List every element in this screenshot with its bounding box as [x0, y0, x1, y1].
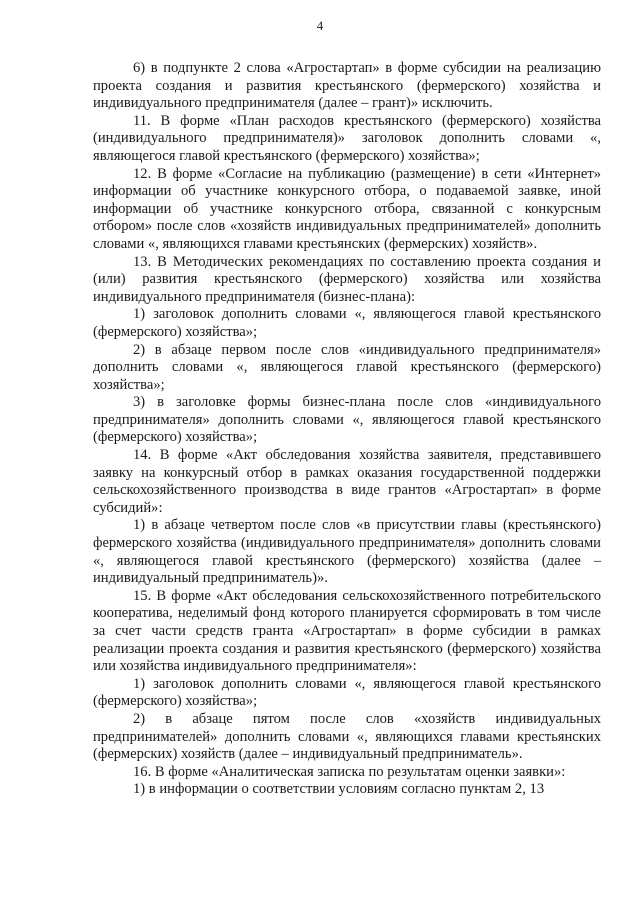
paragraph: 3) в заголовке формы бизнес-плана после слов «индивидуального предпринимателя» дополнить словами «, являющегося главой крестьянского (фермерского) хозяйства»;: [93, 394, 601, 446]
paragraph: 15. В форме «Акт обследования сельскохозяйственного потребительского кооператива, неделимый фонд которого планируется сформировать в том числе за счет части средств гранта «Агростартап» в форме субсидии в рамках реализации проекта создания и развития крестьянского (фермерского) хозяйства или хозяйства индивидуального предпринимателя»:: [93, 587, 601, 675]
paragraph: 11. В форме «План расходов крестьянского (фермерского) хозяйства (индивидуального предпринимателя)» заголовок дополнить словами «, являющегося главой крестьянского (фермерского) хозяйства»;: [93, 112, 601, 164]
paragraph: 6) в подпункте 2 слова «Агростартап» в форме субсидии на реализацию проекта создания и развития крестьянского (фермерского) хозяйства и индивидуального предпринимателя (далее – грант)» исключить.: [93, 60, 601, 112]
paragraph: 1) заголовок дополнить словами «, являющегося главой крестьянского (фермерского) хозяйства»;: [93, 306, 601, 340]
paragraph: 2) в абзаце пятом после слов «хозяйств индивидуальных предпринимателей» дополнить словами «, являющихся главами крестьянских (фермерских) хозяйств (далее – индивидуальный предприниматель».: [93, 710, 601, 763]
paragraph: 1) заголовок дополнить словами «, являющегося главой крестьянского (фермерского) хозяйства»;: [93, 675, 601, 710]
document-body: [93, 60, 601, 799]
paragraph: 2) в абзаце первом после слов «индивидуального предпринимателя» дополнить словами «, являющегося главой крестьянского (фермерского) хозяйства»;: [93, 341, 601, 393]
page-number: 4: [316, 18, 324, 33]
paragraph: 1) в информации о соответствии условиям согласно пунктам 2, 13: [133, 781, 545, 798]
paragraph: 1) в абзаце четвертом после слов «в присутствии главы (крестьянского) фермерского хозяйства (индивидуального предпринимателя» дополнить словами «, являющегося главой крестьянского (фермерского) хозяйства (далее – индивидуальный предприниматель)».: [93, 517, 601, 587]
paragraph: 13. В Методических рекомендациях по составлению проекта создания и (или) развития крестьянского (фермерского) хозяйства или хозяйства индивидуального предпринимателя (бизнес-плана):: [93, 253, 601, 305]
paragraph: 12. В форме «Согласие на публикацию (размещение) в сети «Интернет» информации об участнике конкурсного отбора, о подаваемой заявке, иной информации об участнике конкурсного отбора, связанной с конкурсным отбором» после слов «хозяйств индивидуальных предпринимателей» дополнить словами «, являющихся главами крестьянских (фермерских) хозяйств».: [93, 165, 601, 252]
paragraph: 16. В форме «Аналитическая записка по результатам оценки заявки»:: [133, 763, 566, 780]
paragraph: 14. В форме «Акт обследования хозяйства заявителя, представившего заявку на конкурсный отбор в рамках оказания государственной поддержки сельскохозяйственного производства в виде грантов «Агростартап» в форме субсидий»:: [93, 447, 601, 516]
